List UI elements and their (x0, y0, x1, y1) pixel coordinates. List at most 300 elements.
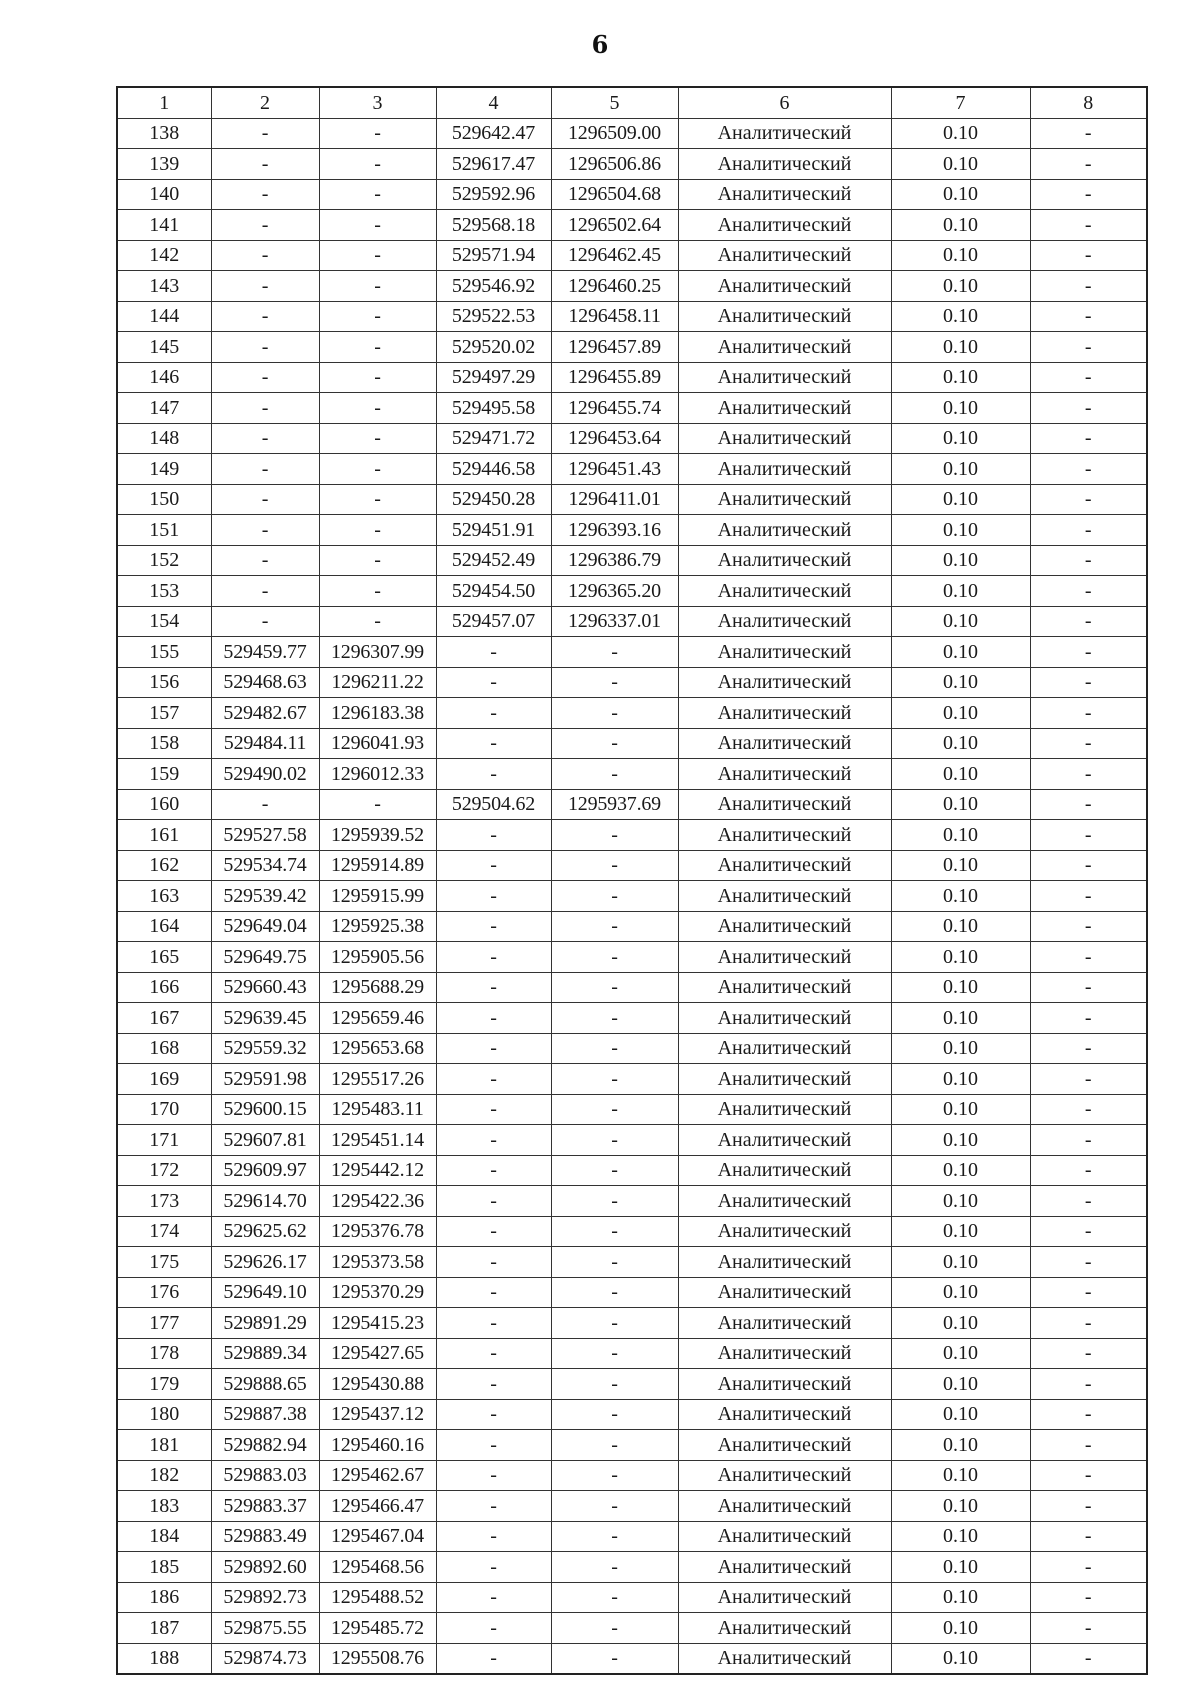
table-row (117, 1216, 1147, 1247)
col5-cell: - (551, 1460, 678, 1491)
col5-cell: - (551, 759, 678, 790)
col4-cell: 529495.58 (436, 393, 551, 424)
col4-cell: 529450.28 (436, 484, 551, 515)
col5-cell: - (551, 1125, 678, 1156)
col8-cell: - (1030, 179, 1147, 210)
column-header-7: 7 (891, 87, 1030, 118)
col4-cell: - (436, 1155, 551, 1186)
col4-cell: - (436, 850, 551, 881)
point-number-cell: 161 (117, 820, 211, 851)
col5-cell: 1296451.43 (551, 454, 678, 485)
col8-cell: - (1030, 1125, 1147, 1156)
method-cell: Аналитический (678, 484, 891, 515)
method-cell: Аналитический (678, 210, 891, 241)
accuracy-cell: 0.10 (891, 515, 1030, 546)
col8-cell: - (1030, 1491, 1147, 1522)
col2-cell: 529614.70 (211, 1186, 319, 1217)
col4-cell: - (436, 1094, 551, 1125)
point-number-cell: 162 (117, 850, 211, 881)
col4-cell: 529471.72 (436, 423, 551, 454)
table-row (117, 271, 1147, 302)
col3-cell: 1295517.26 (319, 1064, 436, 1095)
method-cell: Аналитический (678, 1277, 891, 1308)
col3-cell: 1295415.23 (319, 1308, 436, 1339)
col8-cell: - (1030, 1247, 1147, 1278)
point-number-cell: 145 (117, 332, 211, 363)
col4-cell: 529642.47 (436, 118, 551, 149)
col2-cell: - (211, 515, 319, 546)
col8-cell: - (1030, 942, 1147, 973)
col8-cell: - (1030, 1582, 1147, 1613)
col8-cell: - (1030, 1003, 1147, 1034)
col2-cell: 529539.42 (211, 881, 319, 912)
col4-cell: - (436, 911, 551, 942)
table-row (117, 698, 1147, 729)
col5-cell: 1296460.25 (551, 271, 678, 302)
col4-cell: - (436, 1460, 551, 1491)
accuracy-cell: 0.10 (891, 881, 1030, 912)
col2-cell: - (211, 393, 319, 424)
col5-cell: - (551, 1643, 678, 1674)
col2-cell: 529649.75 (211, 942, 319, 973)
point-number-cell: 175 (117, 1247, 211, 1278)
table-row (117, 1308, 1147, 1339)
accuracy-cell: 0.10 (891, 1399, 1030, 1430)
point-number-cell: 168 (117, 1033, 211, 1064)
point-number-cell: 169 (117, 1064, 211, 1095)
point-number-cell: 167 (117, 1003, 211, 1034)
point-number-cell: 143 (117, 271, 211, 302)
column-header-1: 1 (117, 87, 211, 118)
point-number-cell: 138 (117, 118, 211, 149)
col3-cell: 1296183.38 (319, 698, 436, 729)
col8-cell: - (1030, 881, 1147, 912)
table-row (117, 820, 1147, 851)
col2-cell: 529625.62 (211, 1216, 319, 1247)
col8-cell: - (1030, 1155, 1147, 1186)
point-number-cell: 146 (117, 362, 211, 393)
accuracy-cell: 0.10 (891, 1064, 1030, 1095)
col4-cell: - (436, 1308, 551, 1339)
method-cell: Аналитический (678, 1186, 891, 1217)
col2-cell: - (211, 576, 319, 607)
table-row (117, 1491, 1147, 1522)
table-row (117, 515, 1147, 546)
table-row (117, 1521, 1147, 1552)
table-row (117, 667, 1147, 698)
point-number-cell: 178 (117, 1338, 211, 1369)
table-header (117, 87, 1147, 118)
page-number: 6 (591, 30, 609, 59)
col4-cell: - (436, 1186, 551, 1217)
method-cell: Аналитический (678, 576, 891, 607)
method-cell: Аналитический (678, 240, 891, 271)
method-cell: Аналитический (678, 911, 891, 942)
point-number-cell: 157 (117, 698, 211, 729)
col2-cell: 529660.43 (211, 972, 319, 1003)
col2-cell: - (211, 118, 319, 149)
col2-cell: 529484.11 (211, 728, 319, 759)
col4-cell: 529568.18 (436, 210, 551, 241)
col4-cell: 529446.58 (436, 454, 551, 485)
col2-cell: - (211, 332, 319, 363)
col4-cell: - (436, 942, 551, 973)
method-cell: Аналитический (678, 789, 891, 820)
method-cell: Аналитический (678, 1643, 891, 1674)
col4-cell: 529520.02 (436, 332, 551, 363)
col8-cell: - (1030, 484, 1147, 515)
point-number-cell: 153 (117, 576, 211, 607)
col2-cell: - (211, 484, 319, 515)
accuracy-cell: 0.10 (891, 1186, 1030, 1217)
table-row (117, 118, 1147, 149)
accuracy-cell: 0.10 (891, 1430, 1030, 1461)
col8-cell: - (1030, 1369, 1147, 1400)
column-header-2: 2 (211, 87, 319, 118)
col5-cell: 1296337.01 (551, 606, 678, 637)
col4-cell: - (436, 1277, 551, 1308)
col3-cell: 1295422.36 (319, 1186, 436, 1217)
table-row (117, 606, 1147, 637)
method-cell: Аналитический (678, 1582, 891, 1613)
col8-cell: - (1030, 911, 1147, 942)
col5-cell: 1296393.16 (551, 515, 678, 546)
accuracy-cell: 0.10 (891, 972, 1030, 1003)
col5-cell: - (551, 1552, 678, 1583)
col2-cell: 529468.63 (211, 667, 319, 698)
point-number-cell: 187 (117, 1613, 211, 1644)
col3-cell: - (319, 606, 436, 637)
col5-cell: 1296504.68 (551, 179, 678, 210)
accuracy-cell: 0.10 (891, 1521, 1030, 1552)
accuracy-cell: 0.10 (891, 210, 1030, 241)
point-number-cell: 181 (117, 1430, 211, 1461)
col5-cell: 1296462.45 (551, 240, 678, 271)
col4-cell: - (436, 1521, 551, 1552)
col5-cell: - (551, 911, 678, 942)
table-row (117, 240, 1147, 271)
accuracy-cell: 0.10 (891, 1094, 1030, 1125)
col5-cell: - (551, 1399, 678, 1430)
point-number-cell: 172 (117, 1155, 211, 1186)
col8-cell: - (1030, 1216, 1147, 1247)
col5-cell: - (551, 850, 678, 881)
method-cell: Аналитический (678, 728, 891, 759)
accuracy-cell: 0.10 (891, 271, 1030, 302)
table-row (117, 301, 1147, 332)
col2-cell: 529609.97 (211, 1155, 319, 1186)
col5-cell: 1296457.89 (551, 332, 678, 363)
table-row (117, 1430, 1147, 1461)
col4-cell: - (436, 1125, 551, 1156)
point-number-cell: 151 (117, 515, 211, 546)
col3-cell: - (319, 210, 436, 241)
table-row (117, 545, 1147, 576)
col8-cell: - (1030, 423, 1147, 454)
col5-cell: - (551, 1582, 678, 1613)
col3-cell: 1296211.22 (319, 667, 436, 698)
point-number-cell: 177 (117, 1308, 211, 1339)
col4-cell: - (436, 1613, 551, 1644)
accuracy-cell: 0.10 (891, 1491, 1030, 1522)
col8-cell: - (1030, 759, 1147, 790)
col3-cell: - (319, 301, 436, 332)
table-row (117, 149, 1147, 180)
col2-cell: - (211, 423, 319, 454)
col4-cell: - (436, 820, 551, 851)
col3-cell: 1295468.56 (319, 1552, 436, 1583)
method-cell: Аналитический (678, 1338, 891, 1369)
col8-cell: - (1030, 637, 1147, 668)
table-row (117, 759, 1147, 790)
table-row (117, 1186, 1147, 1217)
table-row (117, 332, 1147, 363)
col5-cell: 1296502.64 (551, 210, 678, 241)
col8-cell: - (1030, 667, 1147, 698)
col3-cell: 1295462.67 (319, 1460, 436, 1491)
col3-cell: 1295488.52 (319, 1582, 436, 1613)
col2-cell: 529534.74 (211, 850, 319, 881)
col3-cell: 1295460.16 (319, 1430, 436, 1461)
col5-cell: - (551, 667, 678, 698)
point-number-cell: 188 (117, 1643, 211, 1674)
accuracy-cell: 0.10 (891, 454, 1030, 485)
method-cell: Аналитический (678, 179, 891, 210)
col8-cell: - (1030, 515, 1147, 546)
accuracy-cell: 0.10 (891, 1338, 1030, 1369)
method-cell: Аналитический (678, 1491, 891, 1522)
col4-cell: - (436, 1216, 551, 1247)
method-cell: Аналитический (678, 1003, 891, 1034)
col2-cell: 529591.98 (211, 1064, 319, 1095)
point-number-cell: 186 (117, 1582, 211, 1613)
col4-cell: 529504.62 (436, 789, 551, 820)
col8-cell: - (1030, 332, 1147, 363)
method-cell: Аналитический (678, 1552, 891, 1583)
col3-cell: 1295376.78 (319, 1216, 436, 1247)
method-cell: Аналитический (678, 149, 891, 180)
col5-cell: - (551, 1033, 678, 1064)
col2-cell: 529600.15 (211, 1094, 319, 1125)
col8-cell: - (1030, 301, 1147, 332)
col3-cell: - (319, 423, 436, 454)
method-cell: Аналитический (678, 1247, 891, 1278)
method-cell: Аналитический (678, 515, 891, 546)
col4-cell: - (436, 1338, 551, 1369)
col4-cell: - (436, 698, 551, 729)
table-row (117, 1125, 1147, 1156)
col4-cell: 529451.91 (436, 515, 551, 546)
col5-cell: - (551, 1491, 678, 1522)
table-row (117, 637, 1147, 668)
point-number-cell: 174 (117, 1216, 211, 1247)
table-row (117, 1582, 1147, 1613)
col8-cell: - (1030, 393, 1147, 424)
col3-cell: 1295483.11 (319, 1094, 436, 1125)
method-cell: Аналитический (678, 881, 891, 912)
method-cell: Аналитический (678, 1460, 891, 1491)
table-row (117, 1338, 1147, 1369)
col2-cell: 529459.77 (211, 637, 319, 668)
column-header-6: 6 (678, 87, 891, 118)
point-number-cell: 156 (117, 667, 211, 698)
col8-cell: - (1030, 240, 1147, 271)
col3-cell: - (319, 454, 436, 485)
col4-cell: - (436, 972, 551, 1003)
col5-cell: - (551, 1613, 678, 1644)
accuracy-cell: 0.10 (891, 576, 1030, 607)
point-number-cell: 164 (117, 911, 211, 942)
col5-cell: - (551, 637, 678, 668)
accuracy-cell: 0.10 (891, 1308, 1030, 1339)
method-cell: Аналитический (678, 454, 891, 485)
col3-cell: - (319, 484, 436, 515)
col3-cell: 1295659.46 (319, 1003, 436, 1034)
col4-cell: 529457.07 (436, 606, 551, 637)
col3-cell: 1295485.72 (319, 1613, 436, 1644)
col5-cell: - (551, 1338, 678, 1369)
method-cell: Аналитический (678, 1155, 891, 1186)
col8-cell: - (1030, 850, 1147, 881)
col2-cell: 529639.45 (211, 1003, 319, 1034)
col2-cell: 529888.65 (211, 1369, 319, 1400)
method-cell: Аналитический (678, 1216, 891, 1247)
point-number-cell: 180 (117, 1399, 211, 1430)
col8-cell: - (1030, 1552, 1147, 1583)
col3-cell: 1295939.52 (319, 820, 436, 851)
point-number-cell: 171 (117, 1125, 211, 1156)
col3-cell: - (319, 179, 436, 210)
table-row (117, 942, 1147, 973)
col3-cell: - (319, 332, 436, 363)
col5-cell: - (551, 1308, 678, 1339)
table-row (117, 1399, 1147, 1430)
col2-cell: - (211, 789, 319, 820)
col4-cell: - (436, 1033, 551, 1064)
col4-cell: 529522.53 (436, 301, 551, 332)
col5-cell: 1296506.86 (551, 149, 678, 180)
method-cell: Аналитический (678, 850, 891, 881)
col2-cell: 529892.60 (211, 1552, 319, 1583)
col4-cell: - (436, 1399, 551, 1430)
col3-cell: 1295905.56 (319, 942, 436, 973)
accuracy-cell: 0.10 (891, 1582, 1030, 1613)
method-cell: Аналитический (678, 667, 891, 698)
col3-cell: 1295688.29 (319, 972, 436, 1003)
accuracy-cell: 0.10 (891, 1277, 1030, 1308)
point-number-cell: 158 (117, 728, 211, 759)
col8-cell: - (1030, 271, 1147, 302)
col8-cell: - (1030, 1613, 1147, 1644)
point-number-cell: 148 (117, 423, 211, 454)
col3-cell: 1296012.33 (319, 759, 436, 790)
method-cell: Аналитический (678, 606, 891, 637)
col2-cell: - (211, 301, 319, 332)
accuracy-cell: 0.10 (891, 1216, 1030, 1247)
table-row (117, 972, 1147, 1003)
point-number-cell: 159 (117, 759, 211, 790)
table-row (117, 881, 1147, 912)
col4-cell: - (436, 881, 551, 912)
col5-cell: - (551, 1216, 678, 1247)
col2-cell: - (211, 271, 319, 302)
accuracy-cell: 0.10 (891, 545, 1030, 576)
col2-cell: - (211, 454, 319, 485)
method-cell: Аналитический (678, 698, 891, 729)
col5-cell: 1296411.01 (551, 484, 678, 515)
table-row (117, 1460, 1147, 1491)
col4-cell: 529592.96 (436, 179, 551, 210)
col4-cell: - (436, 1552, 551, 1583)
method-cell: Аналитический (678, 1064, 891, 1095)
col2-cell: 529883.37 (211, 1491, 319, 1522)
point-number-cell: 163 (117, 881, 211, 912)
col4-cell: - (436, 759, 551, 790)
table-row (117, 1064, 1147, 1095)
accuracy-cell: 0.10 (891, 301, 1030, 332)
col5-cell: - (551, 881, 678, 912)
point-number-cell: 184 (117, 1521, 211, 1552)
col2-cell: - (211, 179, 319, 210)
point-number-cell: 155 (117, 637, 211, 668)
col8-cell: - (1030, 1521, 1147, 1552)
col2-cell: - (211, 545, 319, 576)
col2-cell: 529891.29 (211, 1308, 319, 1339)
col5-cell: - (551, 820, 678, 851)
col5-cell: 1296453.64 (551, 423, 678, 454)
method-cell: Аналитический (678, 271, 891, 302)
table-row (117, 789, 1147, 820)
col2-cell: 529527.58 (211, 820, 319, 851)
col2-cell: 529889.34 (211, 1338, 319, 1369)
accuracy-cell: 0.10 (891, 942, 1030, 973)
col8-cell: - (1030, 118, 1147, 149)
col4-cell: - (436, 667, 551, 698)
col5-cell: 1296455.89 (551, 362, 678, 393)
col2-cell: 529649.10 (211, 1277, 319, 1308)
col3-cell: - (319, 515, 436, 546)
col5-cell: - (551, 1430, 678, 1461)
col8-cell: - (1030, 820, 1147, 851)
accuracy-cell: 0.10 (891, 728, 1030, 759)
col4-cell: - (436, 1003, 551, 1034)
accuracy-cell: 0.10 (891, 759, 1030, 790)
col5-cell: - (551, 1155, 678, 1186)
accuracy-cell: 0.10 (891, 1003, 1030, 1034)
method-cell: Аналитический (678, 1430, 891, 1461)
col3-cell: 1295508.76 (319, 1643, 436, 1674)
col3-cell: - (319, 118, 436, 149)
col4-cell: 529497.29 (436, 362, 551, 393)
accuracy-cell: 0.10 (891, 1460, 1030, 1491)
accuracy-cell: 0.10 (891, 240, 1030, 271)
col8-cell: - (1030, 1094, 1147, 1125)
table-row (117, 850, 1147, 881)
method-cell: Аналитический (678, 545, 891, 576)
col2-cell: 529887.38 (211, 1399, 319, 1430)
col8-cell: - (1030, 1033, 1147, 1064)
method-cell: Аналитический (678, 637, 891, 668)
table-row (117, 1277, 1147, 1308)
method-cell: Аналитический (678, 1094, 891, 1125)
accuracy-cell: 0.10 (891, 362, 1030, 393)
accuracy-cell: 0.10 (891, 423, 1030, 454)
point-number-cell: 176 (117, 1277, 211, 1308)
col2-cell: - (211, 240, 319, 271)
accuracy-cell: 0.10 (891, 606, 1030, 637)
col3-cell: 1295427.65 (319, 1338, 436, 1369)
col4-cell: - (436, 1064, 551, 1095)
